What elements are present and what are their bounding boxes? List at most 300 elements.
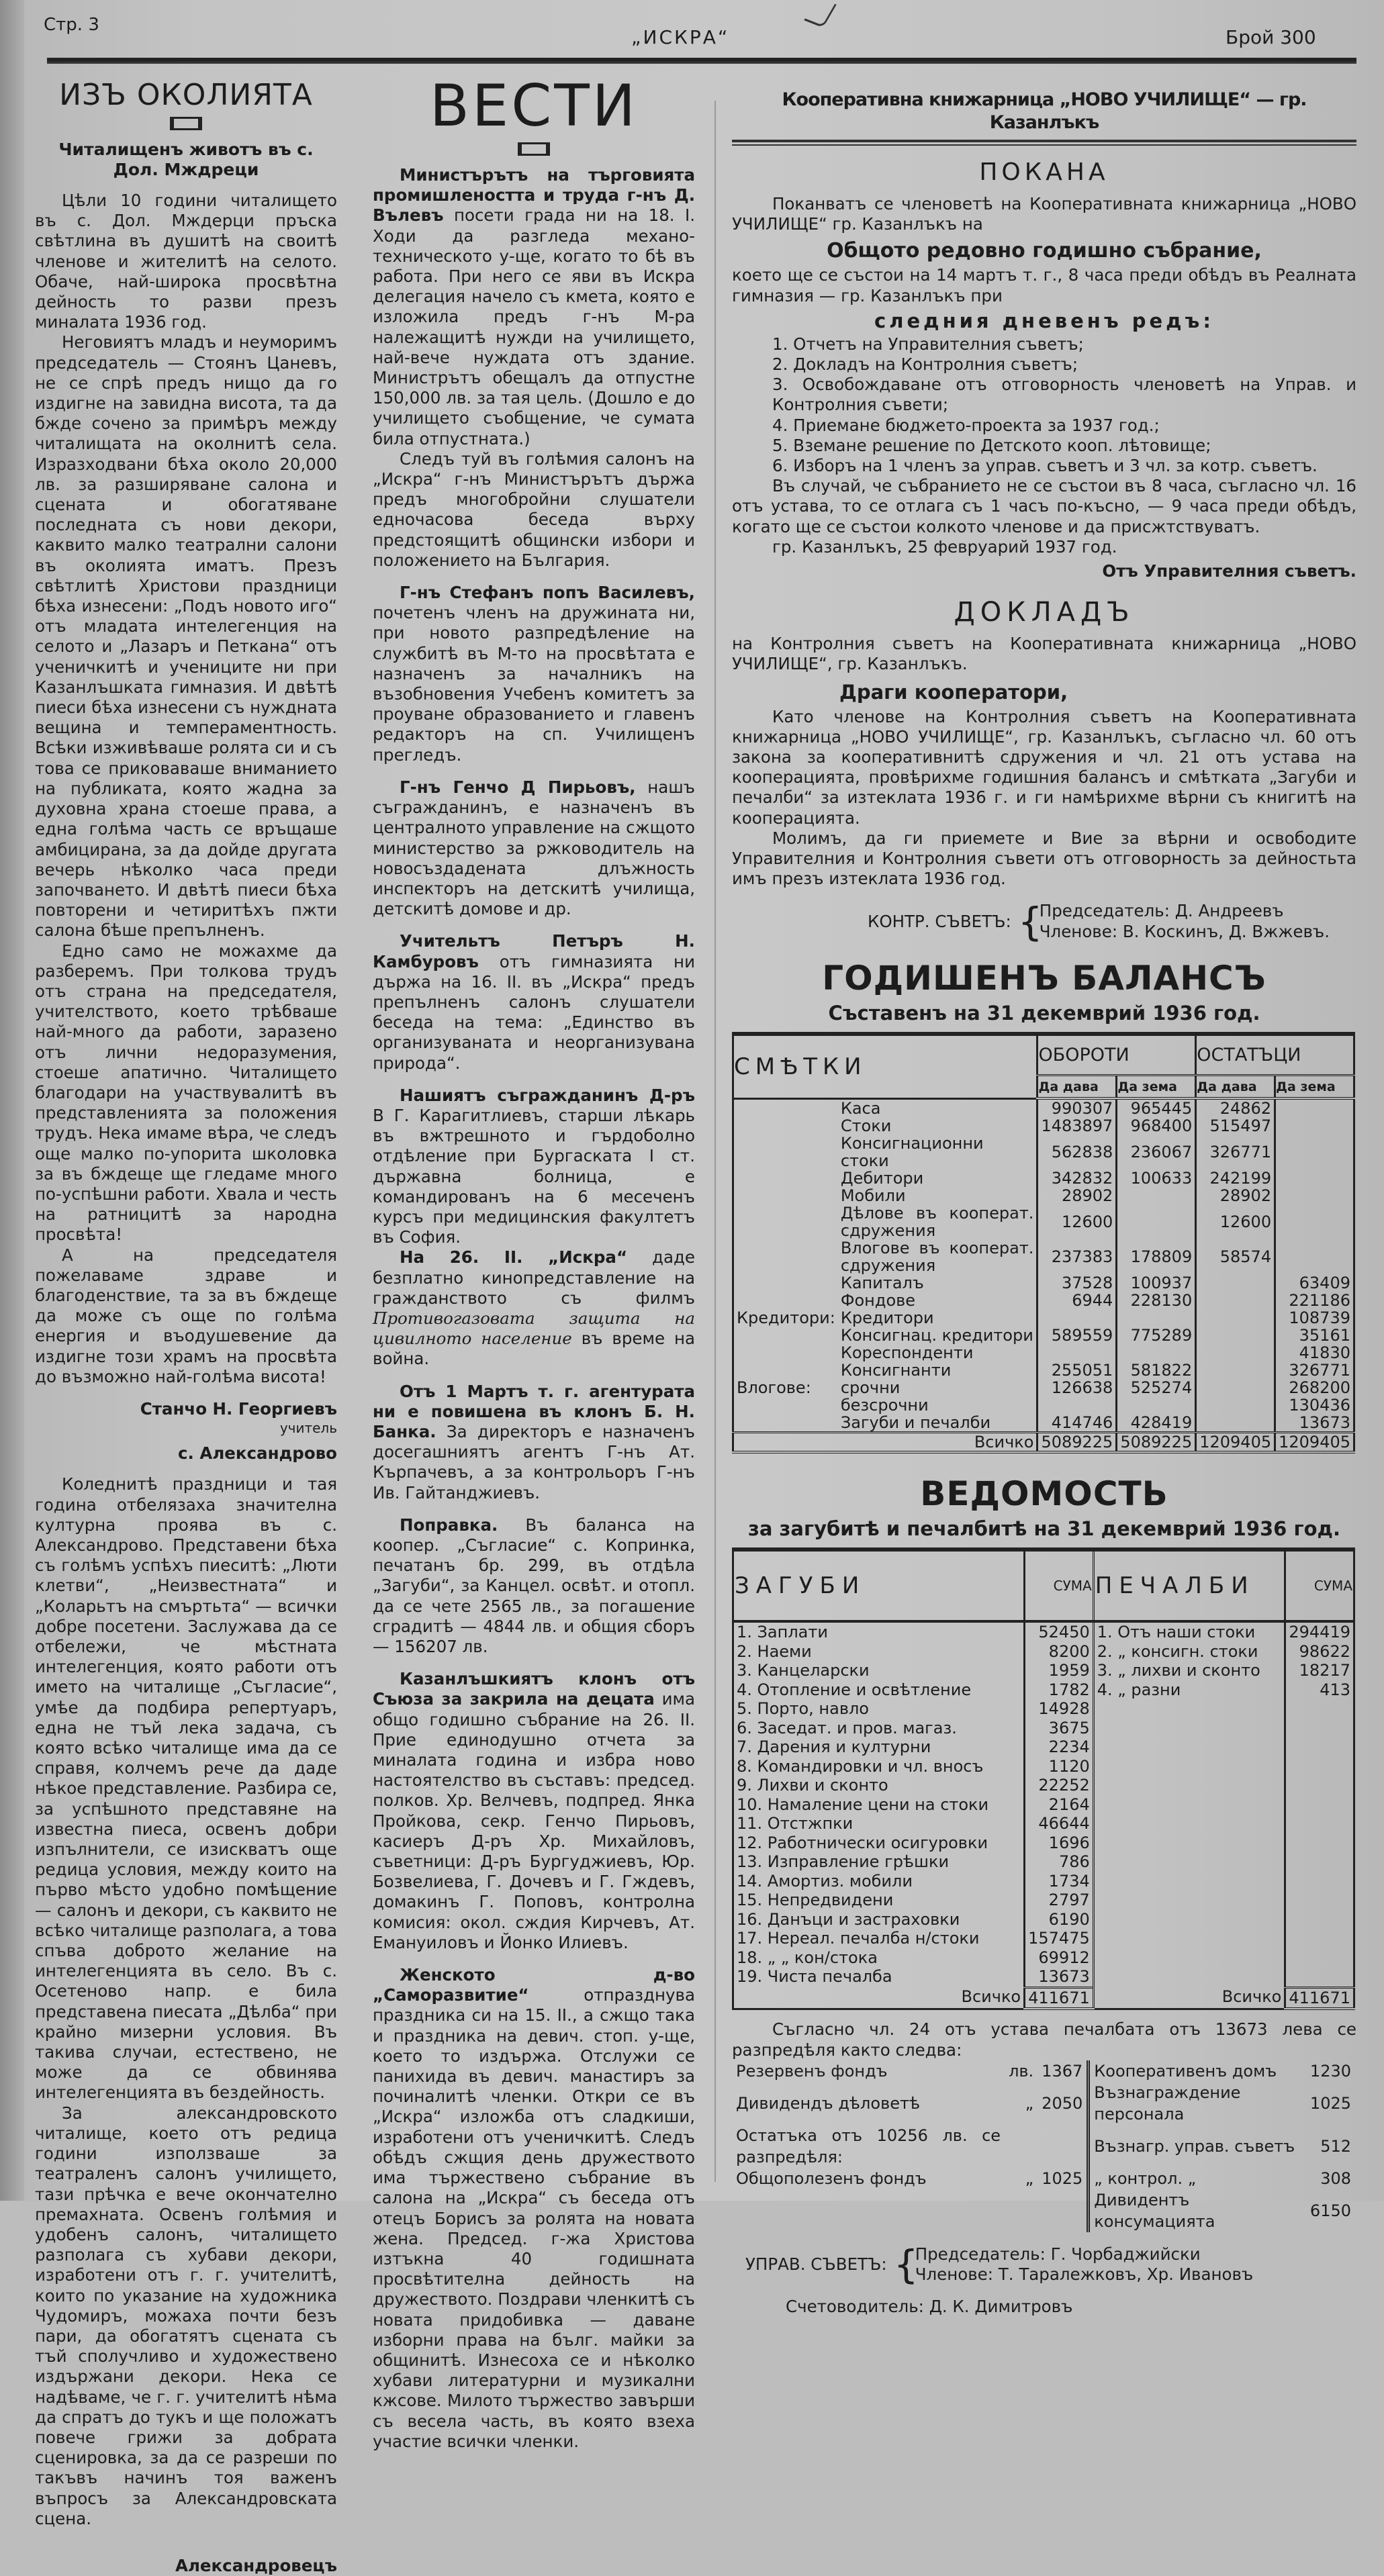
- loss-item: 17. Нереал. печалба н/стоки: [737, 1929, 980, 1948]
- statement-row: [733, 1737, 1354, 1757]
- account-group: [733, 1117, 838, 1135]
- empty-cell: [1285, 1948, 1354, 1968]
- news-lead: Поправка.: [400, 1515, 498, 1535]
- report-paragraph: Като членове на Контролния съветъ на Кооперативната книжарница „НОВО УЧИЛИЩЕ“, гр. Казанлъкъ, съгласно чл. 60 отъ закона за кооперативнитѣ сдружения и чл. 21 отъ устава на кооперацията, провѣрихме годишния балансъ и смѣтката „Загуби и печалби“ за изтеклата 1936 г. и ги намѣрихме вѣрни съ книгитѣ на кооперацията.: [732, 706, 1356, 828]
- control-council-signature: [732, 898, 1330, 945]
- article-body: [35, 191, 337, 1387]
- balance-row: [733, 1327, 1354, 1344]
- council-label: КОНТР. СЪВЕТЪ:: [867, 911, 1011, 931]
- article-paragraph: За александровското читалище, което отъ редица години използваше за театраленъ салонъ училището, тази прѣчка е вече окончателно премахната. Освенъ голѣмия и удобенъ салонъ, читалището разполага съ хубави декори, изработени отъ г. г. учителитѣ, които по указание на художника Чудомиръ, можаха почти безъ пари, да обогатятъ сцената съ тъй сполучливо и художествено издържани декори. Нека се надѣваме, че г. г. учителитѣ нѣма да спратъ до тукъ и ще положатъ повече грижи за добрата сценировка, за да се разреши по такъвъ начинъ тоя важенъ въпросъ за Александровската сцена.: [35, 2103, 337, 2528]
- invitation-date: гр. Казанлъкъ, 25 февруарий 1937 год.: [772, 536, 1117, 557]
- news-item: [373, 777, 695, 919]
- amount-t-debit: [1037, 1344, 1117, 1362]
- loss-amount: 786: [1025, 1852, 1094, 1872]
- total-balance-credit: 1209405: [1275, 1433, 1354, 1453]
- amount-b-debit: [1196, 1309, 1275, 1327]
- loss-item: 12. Работнически осигуровки: [737, 1833, 988, 1852]
- distribution-intro: Съгласно чл. 24 отъ устава печалбата отъ 13673 лева се разпредѣля както следва:: [732, 2019, 1356, 2060]
- agenda-title: следния дневенъ редъ:: [874, 309, 1214, 332]
- article-paragraph: Неговиятъ младъ и неуморимъ председатель — Стоянъ Цаневъ, не се спрѣ предъ нищо да го издигне на завидна висота, та да бжде сочено за примѣръ между читалищата на околнитѣ села. Изразходвани бѣха около 20,000 лв. за разширяване салона и сцената и обогатяване последната съ нови декори, каквито малко театрални салони въ околията иматъ. Презъ свѣтлитѣ Христови праздници бѣха изнесени: „Подъ новото иго“ отъ младата интелегенция на селото и „Лазаръ и Петкана“ отъ ученичкитѣ и учениците ни при Казанлъшката гимназия. И двѣтѣ пиеси бѣха изнесени съ нуждната вещина и темпераментность. Всѣки изживѣваше ролята си и съ това се приковаваше вниманието на публиката, която жадна за духовна храна стоеше права, а една голѣма часть се връщаше амбицирана, за да дойде другата вечерь нѣколко часа преди започването. И двѣтѣ пиеси бѣха повторени и четиритѣхъ пжти салона бѣше препълненъ.: [35, 332, 337, 941]
- page-number: Стр. 3: [44, 15, 99, 35]
- amount-b-credit: 13673: [1275, 1414, 1354, 1433]
- amount-t-debit: 255051: [1037, 1362, 1117, 1379]
- amount-t-debit: 562838: [1037, 1135, 1117, 1170]
- dist-unit: „: [1025, 2093, 1034, 2113]
- balance-row: [733, 1379, 1354, 1396]
- item-gap: [373, 1503, 695, 1515]
- column-cooperative: [732, 74, 1356, 2317]
- account-group: [733, 1327, 838, 1344]
- empty-cell: [1285, 1814, 1354, 1833]
- dist-name: Дивидендъ дѣловетѣ: [736, 2093, 921, 2113]
- amount-t-debit: 990307: [1037, 1098, 1117, 1117]
- loss-item: 4. Отопление и освѣтление: [737, 1680, 972, 1699]
- dist-amount: 512: [1320, 2136, 1351, 2156]
- ornament-divider: [518, 142, 550, 156]
- loss-amount: 1782: [1025, 1680, 1094, 1700]
- profit-distribution-table: [732, 2060, 1355, 2232]
- amount-b-credit: 41830: [1275, 1344, 1354, 1362]
- empty-cell: [1285, 1699, 1354, 1719]
- empty-cell: [1093, 1737, 1285, 1757]
- article-paragraph: Цѣли 10 години читалището въ с. Дол. Мждерци пръска свѣтлина въ душитѣ на своитѣ членове и жителитѣ на селото. Обаче, най-широка просвѣтна дейность то разви презъ миналата 1936 год.: [35, 191, 337, 332]
- amount-t-debit: 37528: [1037, 1274, 1117, 1292]
- amount-t-credit: [1117, 1187, 1196, 1204]
- empty-cell: [1093, 1814, 1285, 1833]
- amount-b-debit: [1196, 1344, 1275, 1362]
- account-name: Дѣлове въ кооперат. сдружения: [840, 1204, 1034, 1241]
- management-council-signature: [745, 2244, 1330, 2285]
- amount-t-credit: 581822: [1117, 1362, 1196, 1379]
- item-gap: [373, 571, 695, 583]
- news-item: [373, 449, 695, 571]
- council-members: Членове: В. Коскинъ, Д. Вжжевъ.: [1039, 921, 1330, 941]
- news-text: посети града ни на 18. I. Ходи да разгледа механо-техническото у-ще, когато то бѣ въ работа. При него се яви въ Искра делегация начело съ кмета, която е изложила предъ г-нъ М-ра належащитѣ нужди на училището, най-вече нуждата отъ здание. Министрътъ обещалъ да отпустне 150,000 лв. за тая цель. (Дошло е до училището съобщение, че сумата била отпустната.): [373, 205, 695, 448]
- news-items: [373, 165, 695, 2464]
- news-text: Въ баланса на коопер. „Съгласие“ с. Копринка, печатанъ бр. 299, въ отдѣла „Загуби“, за Канцел. освѣт. и отопл. да се чете 2565 лв., за погашение сградитѣ — 4844 лв. и общия сборъ — 156207 лв.: [373, 1515, 695, 1657]
- empty-cell: [1093, 1891, 1285, 1910]
- article-place: с. Александрово: [178, 1443, 337, 1464]
- account-name: Каса: [840, 1099, 881, 1118]
- news-item: [373, 583, 695, 765]
- loss-item: 10. Намаление цени на стоки: [737, 1795, 989, 1814]
- col-header-sum: СУМА: [1285, 1549, 1354, 1621]
- amount-t-debit: 1483897: [1037, 1117, 1117, 1135]
- balance-row: [733, 1274, 1354, 1292]
- loss-amount: 157475: [1025, 1929, 1094, 1948]
- empty-cell: [1093, 1948, 1285, 1968]
- amount-b-debit: 242199: [1196, 1170, 1275, 1187]
- agenda-item: 3. Освобождаване отъ отговорность членоветѣ на Управ. и Контролния съвети;: [772, 375, 1356, 415]
- page-edge-shadow: [0, 0, 24, 2201]
- account-group: [733, 1396, 838, 1414]
- statement-row: [733, 1699, 1354, 1719]
- empty-cell: [1093, 1910, 1285, 1929]
- news-item: [373, 931, 695, 1073]
- empty-cell: [1285, 1833, 1354, 1853]
- newspaper-title: „ИСКРА“: [631, 26, 730, 48]
- account-group: Влогове:: [737, 1378, 811, 1398]
- amount-t-debit: 589559: [1037, 1327, 1117, 1344]
- statement-row: [733, 1642, 1354, 1662]
- empty-cell: [1285, 1891, 1354, 1910]
- balance-row: [733, 1292, 1354, 1309]
- news-lead: Нашиятъ съгражданинъ Д-ръ: [400, 1085, 695, 1105]
- balance-row: [733, 1309, 1354, 1327]
- statement-row: [733, 1719, 1354, 1738]
- balance-row: [733, 1414, 1354, 1433]
- loss-item: 18. „ „ кон/стока: [737, 1948, 878, 1967]
- statement-row: [733, 1661, 1354, 1680]
- brace-icon: {: [893, 2242, 919, 2287]
- col-header-profits: ПЕЧАЛБИ: [1093, 1549, 1285, 1621]
- statement-row: [733, 1872, 1354, 1891]
- amount-t-debit: 237383: [1037, 1239, 1117, 1274]
- empty-cell: [1285, 1967, 1354, 1987]
- balance-subtitle: Съставенъ на 31 декемврий 1936 год.: [828, 1001, 1260, 1024]
- statement-row: [733, 1814, 1354, 1833]
- amount-t-debit: 6944: [1037, 1292, 1117, 1309]
- news-text: почетенъ членъ на дружината ни, при новото разпредѣление на службитѣ въ М-то на просвѣтата е назначенъ за началникъ на възобновения Учебенъ комитетъ за проуване образованието и главенъ редакторъ на сп. Училищенъ прегледъ.: [373, 603, 695, 765]
- amount-b-credit: [1275, 1187, 1354, 1204]
- statement-title: ВЕДОМОСТЬ: [920, 1474, 1168, 1514]
- loss-amount: 2234: [1025, 1737, 1094, 1757]
- profit-loss-table: [732, 1547, 1355, 2010]
- news-lead: Казанлъшкиятъ клонъ отъ Съюза за закрила на децата: [373, 1669, 695, 1709]
- balance-row: [733, 1135, 1354, 1170]
- statement-row: [733, 1910, 1354, 1929]
- news-text: въ време на война.: [373, 1329, 695, 1369]
- report-paragraph: Молимъ, да ги приемете и Вие за вѣрни и освободите Управителния и Контролния съвети отъ отговорность за дейностьта имъ презъ изтеклата 1936 год.: [732, 828, 1356, 889]
- amount-t-credit: 775289: [1117, 1327, 1196, 1344]
- report-salutation: Драги кооператори,: [839, 680, 1068, 704]
- loss-item: 6. Заседат. и пров. магаз.: [737, 1718, 957, 1737]
- agenda-item: 5. Вземане решение по Детското кооп. лѣтовище;: [772, 435, 1211, 455]
- account-group: [733, 1362, 838, 1379]
- dist-name: Общополезенъ фондъ: [736, 2168, 927, 2188]
- news-text: За директоръ е назначенъ досегашниятъ агентъ Г-нъ Ат. Кърпачевъ, а за контрольоръ Г-нъ Ив. Гайтанджиевъ.: [373, 1421, 695, 1502]
- issue-number: Брой 300: [1226, 26, 1316, 48]
- statement-row: [733, 1891, 1354, 1910]
- empty-cell: [1285, 1795, 1354, 1815]
- invitation-note: Въ случай, че събранието не се състои въ 8 часа, съгласно чл. 16 отъ устава, то се отлага съ 1 часъ по-късно, — 9 часа преди обѣдъ, когато ще се състои колкото членове и да присжтствуватъ.: [732, 476, 1356, 536]
- dist-amount: [1037, 2125, 1089, 2168]
- item-gap: [373, 1074, 695, 1086]
- item-gap: [373, 765, 695, 777]
- amount-b-credit: [1275, 1135, 1354, 1170]
- news-text: отъ гимназията ни държа на 16. II. въ „Искра“ предъ препълненъ салонъ слушатели беседа на тема: „Единство въ организуваната и неорганизувана природа“.: [373, 951, 695, 1073]
- col-header-balances: ОСТАТЪЦИ: [1196, 1034, 1354, 1076]
- account-name: Консигнац. кредитори: [840, 1326, 1033, 1345]
- empty-cell: [1093, 1967, 1285, 1987]
- report-title: ДОКЛАДЪ: [954, 597, 1135, 628]
- distribution-row: [732, 2082, 1355, 2125]
- empty-cell: [1093, 1776, 1285, 1795]
- news-text: отпразднува праздника си на 15. II., а сжщо така и праздника на девич. стоп. у-ще, което то издържа. Отслужи се панихида въ девич. манастиръ за починалитѣ членки. Откри се въ „Искра“ изложба отъ сладкиши, изработени отъ ученичкитѣ. Следъ обѣдъ сжщия день дружеството има тържествено събрание въ салона на „Искра“ съ беседа отъ отецъ Борисъ за ролята на новата жена. Председ. г-жа Христова изтъкна 40 годишната просвѣтителна дейность на дружеството. Поздрави членкитѣ съ новата придобивка — даване изборни права на бълг. майки за общинитѣ. Изнесоха се и нѣколко хубави литературни и музикални кжсове. Милото тържество завърши съ весела часть, въ която взеха участие всички членки.: [373, 1985, 695, 2451]
- account-name: Стоки: [840, 1116, 892, 1136]
- handwritten-checkmark-icon: [804, 0, 837, 28]
- amount-t-credit: 228130: [1117, 1292, 1196, 1309]
- article-paragraph: Коледнитѣ праздници и тая година отбелязаха значителна културна проява въ с. Александрово. Представени бѣха съ голѣмъ успѣхъ пиеситѣ: „Люти клетви“, „Неизвестната“ и „Коларьтъ на смъртьта“ — всички добре посетени. Заслужава да се отбележи, че мѣстната интелегенция, която работи отъ името на читалище „Съгласие“, умѣе да подбира репертуаръ, една не тъй лека задача, съ която всѣко читалище има да се справя, колчемъ рече да даде нѣкое представление. Разбира се, за успѣшното представяне на известна пиеса, освенъ добри изпълнители, се изискватъ още редица условия, между които на първо мѣсто удобно помѣщение — салонъ и декори, съ каквито не всѣко читалище разполага, а това спъва доброто желание на интелегенцията въ село. Въ с. Осетеново напр. е била представена пиесата „Дѣлба“ при крайно мизерни условия. Въ такива случаи, естествено, не може да се обвинява интелегенцията въ бездейность.: [35, 1474, 337, 2103]
- statement-row: [733, 1967, 1354, 1987]
- amount-t-credit: 100633: [1117, 1170, 1196, 1187]
- balance-row: [733, 1117, 1354, 1135]
- dist-name: Възнагр. управ. съветъ: [1094, 2136, 1295, 2156]
- loss-item: 11. Отстжпки: [737, 1814, 854, 1833]
- amount-b-debit: [1196, 1379, 1275, 1396]
- header-rule: [47, 58, 1356, 64]
- col-header-debit: Да дава: [1196, 1076, 1275, 1099]
- news-item: [373, 1247, 695, 1369]
- news-text: Следъ туй въ голѣмия салонъ на „Искра“ г-нъ Министърътъ държа предъ многобройни слушатели едночасова беседа върху предстоящитѣ общински избори и положението на България.: [373, 448, 695, 570]
- empty-cell: [1093, 1699, 1285, 1719]
- account-group: [733, 1414, 838, 1433]
- article-paragraph: Едно само не можахме да разберемъ. При толкова трудъ отъ страна на председателя, учителството, което трѣбваше най-много да работи, заразено отъ лични недоразумения, стоеше апатично. Читалището благодари на участвувалитѣ въ представленията за положения трудъ. Нека имаме вѣра, че следъ още малко по-упорита школовка за въ бждеще ще гледаме много по-успѣшни работи. Хвала и честь на ратницитѣ за народна просвѣта!: [35, 941, 337, 1245]
- dist-amount: 6150: [1309, 2201, 1351, 2220]
- account-group: [733, 1135, 838, 1170]
- empty-cell: [1285, 1776, 1354, 1795]
- account-group: [733, 1170, 838, 1187]
- statement-row: [733, 1621, 1354, 1642]
- column-vesti: [373, 74, 695, 2464]
- amount-t-credit: [1117, 1344, 1196, 1362]
- council-chair: Председатель: Г. Чорбаджийски: [915, 2244, 1201, 2264]
- empty-cell: [1093, 1833, 1285, 1853]
- total-turnover-credit: 5089225: [1117, 1433, 1196, 1453]
- news-lead: Отъ 1 Мартъ т. г. агентурата ни е повишена въ клонъ Б. Н. Банка.: [373, 1381, 695, 1441]
- col-header-sum: СУМА: [1025, 1549, 1094, 1621]
- empty-cell: [1093, 1719, 1285, 1738]
- empty-cell: [1005, 2189, 1037, 2232]
- item-gap: [373, 1657, 695, 1669]
- news-lead: Г-нъ Стефанъ попъ Василевъ,: [400, 583, 695, 603]
- item-gap: [373, 1953, 695, 1965]
- loss-amount: 3675: [1025, 1719, 1094, 1738]
- total-label: Всичко: [961, 1987, 1021, 2007]
- amount-t-debit: 126638: [1037, 1379, 1117, 1396]
- news-text: В Г. Карагитлиевъ, старши лѣкарь въ вжтрешното и гърдоболно отдѣление при Бургаската I ст. държавна болница, е командированъ на 6 месеченъ курсъ при медицинския факултетъ въ София.: [373, 1105, 695, 1247]
- news-item: [373, 1086, 695, 1248]
- author-role: учитель: [279, 1420, 337, 1437]
- amount-b-credit: 268200: [1275, 1379, 1354, 1396]
- statement-row: [733, 1776, 1354, 1795]
- amount-t-credit: [1117, 1309, 1196, 1327]
- amount-t-debit: [1037, 1309, 1117, 1327]
- col-header-credit: Да зема: [1275, 1076, 1354, 1099]
- loss-item: 14. Амортиз. мобили: [737, 1871, 913, 1891]
- agenda-list: [732, 334, 1356, 476]
- account-group: [733, 1239, 838, 1274]
- empty-cell: [1093, 1852, 1285, 1872]
- item-gap: [373, 1370, 695, 1382]
- dist-unit: [1005, 2125, 1037, 2168]
- loss-amount: 46644: [1025, 1814, 1094, 1833]
- empty-cell: [1093, 1929, 1285, 1948]
- profit-amount: 18217: [1285, 1661, 1354, 1680]
- total-profits: 411671: [1285, 1987, 1354, 2009]
- col-header-turnover: ОБОРОТИ: [1037, 1034, 1196, 1076]
- article-author: Александровецъ: [175, 2555, 337, 2575]
- loss-item: 1. Заплати: [737, 1623, 828, 1642]
- dist-unit: „: [1025, 2168, 1034, 2188]
- article-paragraph: А на председателя пожелаваме здраве и благоденствие, та за въ бждеще да може съ още по голѣма енергия и въодушевение да издигне този храмъ на просвѣта до възможно най-голѣма висота!: [35, 1245, 337, 1386]
- dist-amount: 1025: [1309, 2093, 1351, 2113]
- amount-t-credit: 428419: [1117, 1414, 1196, 1433]
- total-label: Всичко: [733, 1433, 1037, 1453]
- amount-b-credit: 108739: [1275, 1309, 1354, 1327]
- account-name: Консигнанти: [840, 1361, 952, 1380]
- loss-item: 13. Изправление грѣшки: [737, 1852, 950, 1872]
- amount-b-debit: 58574: [1196, 1239, 1275, 1274]
- amount-b-credit: [1275, 1117, 1354, 1135]
- agenda-item: 6. Изборъ на 1 членъ за управ. съветъ и 3 чл. за котр. съветъ.: [772, 456, 1318, 476]
- empty-cell: [1093, 1872, 1285, 1891]
- amount-t-credit: 525274: [1117, 1379, 1196, 1396]
- amount-t-credit: 100937: [1117, 1274, 1196, 1292]
- total-turnover-debit: 5089225: [1037, 1433, 1117, 1453]
- amount-b-debit: [1196, 1292, 1275, 1309]
- amount-t-credit: 178809: [1117, 1239, 1196, 1274]
- amount-t-credit: 965445: [1117, 1098, 1196, 1117]
- empty-cell: [732, 2189, 1005, 2232]
- dist-name: Резервенъ фондъ: [736, 2061, 888, 2081]
- dist-amount: 308: [1320, 2168, 1351, 2188]
- brace-icon: {: [1017, 898, 1043, 945]
- loss-item: 5. Порто, навло: [737, 1699, 869, 1719]
- agenda-item: 2. Докладъ на Контролния съветъ;: [772, 354, 1078, 375]
- account-group: Кредитори:: [737, 1308, 835, 1328]
- loss-amount: 2797: [1025, 1891, 1094, 1910]
- amount-b-credit: 35161: [1275, 1327, 1354, 1344]
- statement-row: [733, 1680, 1354, 1700]
- balance-row: [733, 1204, 1354, 1239]
- empty-cell: [1093, 1757, 1285, 1776]
- amount-b-debit: 12600: [1196, 1204, 1275, 1239]
- loss-amount: 1959: [1025, 1661, 1094, 1680]
- statement-row: [733, 1795, 1354, 1815]
- news-lead: Женското д-во „Саморазвитие“: [373, 1965, 695, 2005]
- news-item: [373, 165, 695, 449]
- dist-name: Дивидентъ консумацията: [1094, 2190, 1215, 2231]
- news-item: [373, 1515, 695, 1657]
- distribution-row: [732, 2125, 1355, 2168]
- invitation-title: ПОКАНА: [979, 158, 1109, 186]
- dist-name: Възнаграждение персонала: [1094, 2083, 1241, 2124]
- profit-item: 3. „ лихви и сконто: [1097, 1661, 1260, 1680]
- amount-t-debit: [1037, 1396, 1117, 1414]
- council-members: Членове: Т. Таралежковъ, Хр. Ивановъ: [915, 2264, 1254, 2284]
- empty-cell: [1285, 1852, 1354, 1872]
- statement-row: [733, 1757, 1354, 1776]
- empty-cell: [1285, 1872, 1354, 1891]
- account-name: срочни: [840, 1378, 901, 1398]
- col-header-credit: Да зема: [1117, 1076, 1196, 1099]
- balance-row: [733, 1098, 1354, 1117]
- balance-row: [733, 1170, 1354, 1187]
- amount-b-debit: 326771: [1196, 1135, 1275, 1170]
- agenda-item: 4. Приемане бюджето-проекта за 1937 год.;: [772, 415, 1160, 435]
- amount-b-credit: [1275, 1204, 1354, 1239]
- loss-item: 16. Данъци и застраховки: [737, 1909, 960, 1929]
- account-group: [733, 1274, 838, 1292]
- dist-amount: 1367: [1037, 2060, 1089, 2082]
- account-name: Фондове: [840, 1291, 916, 1310]
- balance-table: [732, 1032, 1355, 1454]
- invitation-intro: Поканватъ се членоветѣ на Кооперативната книжарница „НОВО УЧИЛИЩЕ“ гр. Казанлъкъ на: [732, 194, 1356, 234]
- loss-amount: 1696: [1025, 1833, 1094, 1853]
- loss-amount: 22252: [1025, 1776, 1094, 1795]
- column-iz-okoliyata: [35, 74, 337, 2576]
- loss-amount: 6190: [1025, 1910, 1094, 1929]
- balance-row: [733, 1239, 1354, 1274]
- distribution-row: [732, 2168, 1355, 2189]
- news-item: [373, 1669, 695, 1953]
- loss-amount: 8200: [1025, 1642, 1094, 1662]
- empty-cell: [1285, 1910, 1354, 1929]
- total-balance-debit: 1209405: [1196, 1433, 1275, 1453]
- account-name: Влогове въ кооперат. сдружения: [840, 1239, 1034, 1276]
- empty-cell: [1093, 1795, 1285, 1815]
- statement-subtitle: за загубитѣ и печалбитѣ на 31 декемврий 1936 год.: [748, 1517, 1340, 1541]
- account-group: [733, 1204, 838, 1239]
- account-group: [733, 1098, 838, 1117]
- loss-amount: 13673: [1025, 1967, 1094, 1987]
- dist-amount: 1025: [1037, 2168, 1089, 2189]
- banner-rule: [732, 140, 1356, 146]
- empty-cell: [1285, 1757, 1354, 1776]
- council-chair: Председатель: Д. Андреевъ: [1039, 901, 1284, 921]
- profit-amount: 98622: [1285, 1642, 1354, 1662]
- amount-b-debit: [1196, 1327, 1275, 1344]
- account-name: Капиталъ: [840, 1274, 924, 1293]
- loss-amount: 69912: [1025, 1948, 1094, 1968]
- news-lead: Министърътъ на търговията промишлеността и труда г-нъ Д. Вълевъ: [373, 165, 695, 226]
- news-text: има общо годишно събрание на 26. II. Прие единодушно отчета за миналата година и избра ново настоятелство въ съставъ: председ. полков. Хр. Велчевъ, подпред. Янка Пройкова, секр. Генчо Пирьовъ, касиеръ Д-ръ Хр. Михайловъ, съветници: Д-ръ Бургуджиевъ, Юр. Бозвелиева, Г. Дочевъ и Г. Гждевъ, домакинъ Г. Поповъ, контролна комисия: окол. сждия Кирчевъ, Ат. Емануиловъ и Йонко Илиевъ.: [373, 1689, 695, 1952]
- dist-amount: 1230: [1309, 2061, 1351, 2081]
- amount-b-credit: 130436: [1275, 1396, 1354, 1414]
- amount-b-credit: 326771: [1275, 1362, 1354, 1379]
- account-name: Кредитори: [840, 1308, 934, 1328]
- cooperative-banner: Кооперативна книжарница „НОВО УЧИЛИЩЕ“ — гр. Казанлъкъ: [782, 89, 1307, 133]
- col-header-debit: Да дава: [1037, 1076, 1117, 1099]
- balance-row: [733, 1187, 1354, 1204]
- empty-cell: [1037, 2189, 1089, 2232]
- col-header-accounts: СМѢТКИ: [733, 1034, 1037, 1099]
- dist-name: „ контрол. „: [1094, 2168, 1197, 2188]
- loss-item: 15. Непредвидени: [737, 1891, 894, 1910]
- distribution-row: [732, 2060, 1355, 2082]
- profit-amount: 294419: [1285, 1621, 1354, 1642]
- balance-row: [733, 1344, 1354, 1362]
- amount-b-credit: 221186: [1275, 1292, 1354, 1309]
- amount-t-credit: [1117, 1204, 1196, 1239]
- amount-b-debit: [1196, 1396, 1275, 1414]
- section-title: ВЕСТИ: [429, 73, 639, 140]
- amount-b-debit: 28902: [1196, 1187, 1275, 1204]
- amount-t-debit: 12600: [1037, 1204, 1117, 1239]
- film-title: Противогазовата защита на цивилното население: [373, 1308, 695, 1349]
- account-group: [733, 1292, 838, 1309]
- article-body: [35, 1474, 337, 2529]
- agenda-item: 1. Отчетъ на Управителния съветъ;: [772, 334, 1084, 354]
- loss-item: 19. Чиста печалба: [737, 1967, 892, 1987]
- balance-total-row: [733, 1433, 1354, 1453]
- loss-amount: 2164: [1025, 1795, 1094, 1815]
- amount-t-credit: [1117, 1396, 1196, 1414]
- statement-row: [733, 1929, 1354, 1948]
- article-author: Станчо Н. Георгиевъ: [140, 1398, 337, 1419]
- article-headline: Читалищенъ животъ въ с. Дол. Мждреци: [58, 140, 314, 179]
